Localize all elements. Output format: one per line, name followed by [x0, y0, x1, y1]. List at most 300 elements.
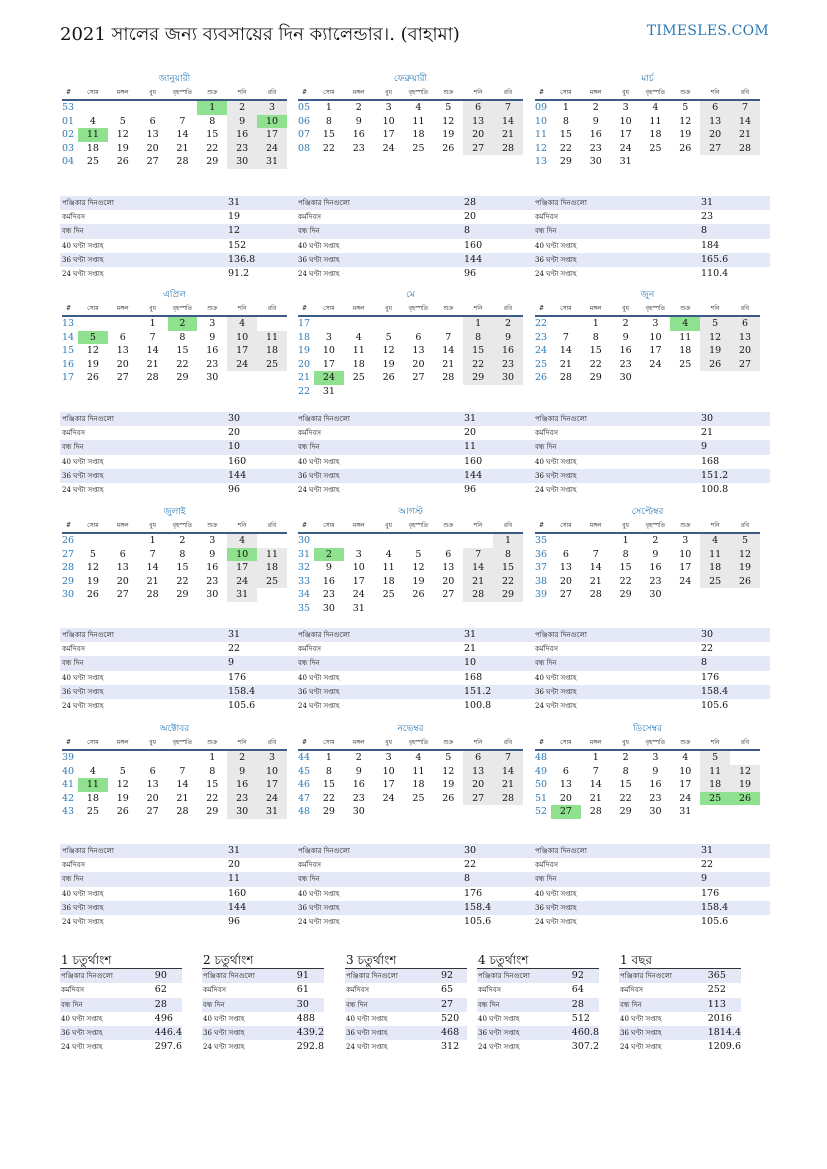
month-name[interactable]: এপ্রিল: [163, 290, 186, 300]
day-cell[interactable]: 4: [89, 765, 96, 777]
day-cell[interactable]: 3: [355, 548, 362, 560]
day-cell[interactable]: 9: [652, 548, 659, 560]
day-cell[interactable]: 25: [352, 372, 365, 383]
day-cell[interactable]: 15: [589, 345, 602, 356]
day-cell[interactable]: 2: [592, 102, 599, 113]
day-cell[interactable]: 16: [619, 345, 632, 356]
day-cell[interactable]: 13: [559, 779, 572, 790]
day-cell[interactable]: 21: [176, 142, 189, 154]
day-cell[interactable]: 7: [149, 331, 156, 343]
day-cell[interactable]: 20: [559, 792, 572, 804]
day-cell[interactable]: 18: [352, 358, 365, 370]
day-cell[interactable]: 7: [730, 100, 760, 115]
day-cell[interactable]: 20: [412, 358, 425, 370]
day-cell[interactable]: 4: [700, 533, 730, 548]
day-cell[interactable]: 15: [493, 561, 523, 575]
day-cell[interactable]: 9: [622, 331, 629, 343]
day-cell[interactable]: 8: [179, 331, 186, 343]
day-cell[interactable]: 12: [730, 765, 760, 779]
day-cell[interactable]: 12: [116, 779, 129, 790]
day-cell[interactable]: 17: [382, 779, 395, 790]
day-cell[interactable]: 26: [86, 589, 99, 600]
day-cell[interactable]: 25: [700, 575, 730, 589]
day-cell[interactable]: 10: [679, 765, 692, 777]
day-cell[interactable]: 5: [700, 750, 730, 765]
day-cell[interactable]: 8: [622, 765, 629, 777]
day-cell[interactable]: 18: [412, 129, 425, 140]
day-cell[interactable]: 16: [227, 778, 257, 792]
day-cell[interactable]: 31: [227, 588, 257, 602]
day-cell[interactable]: 19: [700, 344, 730, 358]
day-cell[interactable]: 17: [227, 344, 257, 358]
day-cell[interactable]: 20: [700, 128, 730, 142]
day-cell[interactable]: 5: [415, 548, 422, 560]
day-cell[interactable]: 12: [700, 331, 730, 345]
day-cell[interactable]: 5: [445, 102, 452, 113]
day-cell[interactable]: 9: [355, 115, 362, 127]
day-cell[interactable]: 26: [442, 142, 455, 154]
day-cell[interactable]: 28: [730, 142, 760, 156]
day-cell[interactable]: 9: [209, 331, 216, 343]
day-cell[interactable]: 3: [385, 752, 392, 763]
day-cell[interactable]: 27: [146, 806, 159, 817]
day-cell[interactable]: 3: [682, 535, 689, 546]
day-cell[interactable]: 4: [415, 102, 422, 113]
day-cell[interactable]: 11: [382, 562, 395, 573]
day-cell[interactable]: 19: [382, 358, 395, 370]
day-cell[interactable]: 27: [463, 142, 493, 156]
day-cell[interactable]: 12: [412, 562, 425, 573]
day-cell[interactable]: 30: [352, 806, 365, 817]
day-cell[interactable]: 6: [730, 316, 760, 331]
month-name[interactable]: ডিসেম্বর: [632, 724, 662, 734]
day-cell[interactable]: 14: [730, 115, 760, 129]
day-cell[interactable]: 19: [442, 129, 455, 140]
day-cell[interactable]: 7: [592, 548, 599, 560]
day-cell[interactable]: 5: [78, 331, 108, 345]
day-cell[interactable]: 8: [463, 331, 493, 345]
day-cell[interactable]: 8: [562, 115, 569, 127]
day-cell[interactable]: 8: [325, 115, 332, 127]
day-cell[interactable]: 29: [619, 589, 632, 600]
day-cell[interactable]: 15: [559, 129, 572, 140]
month-name[interactable]: নভেম্বর: [397, 724, 424, 734]
day-cell[interactable]: 1: [622, 535, 629, 546]
day-cell[interactable]: 11: [257, 548, 287, 562]
day-cell[interactable]: 16: [352, 779, 365, 790]
day-cell[interactable]: 3: [257, 750, 287, 765]
day-cell[interactable]: 5: [119, 115, 126, 127]
day-cell[interactable]: 25: [86, 806, 99, 817]
day-cell[interactable]: 24: [314, 371, 344, 385]
day-cell[interactable]: 2: [355, 102, 362, 113]
month-name[interactable]: অক্টোবর: [159, 724, 190, 734]
day-cell[interactable]: 14: [589, 779, 602, 790]
day-cell[interactable]: 9: [652, 765, 659, 777]
day-cell[interactable]: 13: [463, 765, 493, 779]
day-cell[interactable]: 24: [352, 589, 365, 600]
day-cell[interactable]: 10: [382, 765, 395, 777]
day-cell[interactable]: 28: [589, 589, 602, 600]
day-cell[interactable]: 9: [325, 562, 332, 573]
day-cell[interactable]: 26: [382, 372, 395, 383]
day-cell[interactable]: 11: [649, 115, 662, 127]
day-cell[interactable]: 4: [355, 331, 362, 343]
day-cell[interactable]: 24: [649, 358, 662, 370]
day-cell[interactable]: 17: [619, 129, 632, 140]
day-cell[interactable]: 9: [227, 765, 257, 779]
day-cell[interactable]: 24: [382, 142, 395, 154]
month-name[interactable]: আগস্ট: [398, 507, 423, 517]
day-cell[interactable]: 20: [116, 575, 129, 587]
day-cell[interactable]: 25: [86, 156, 99, 167]
day-cell[interactable]: 7: [562, 331, 569, 343]
day-cell[interactable]: 5: [445, 752, 452, 763]
day-cell[interactable]: 28: [146, 372, 159, 383]
day-cell[interactable]: 5: [700, 316, 730, 331]
day-cell[interactable]: 27: [146, 156, 159, 167]
day-cell[interactable]: 20: [146, 142, 159, 154]
day-cell[interactable]: 24: [227, 575, 257, 589]
day-cell[interactable]: 17: [257, 128, 287, 142]
day-cell[interactable]: 6: [149, 115, 156, 127]
day-cell[interactable]: 19: [442, 779, 455, 790]
day-cell[interactable]: 13: [463, 115, 493, 129]
month-name[interactable]: মে: [406, 290, 415, 300]
day-cell[interactable]: 11: [412, 115, 425, 127]
day-cell[interactable]: 10: [227, 331, 257, 345]
day-cell[interactable]: 5: [682, 102, 689, 113]
day-cell[interactable]: 31: [322, 385, 335, 397]
day-cell[interactable]: 29: [589, 372, 602, 383]
day-cell[interactable]: 19: [679, 129, 692, 140]
day-cell[interactable]: 20: [559, 575, 572, 587]
day-cell[interactable]: 29: [206, 156, 219, 167]
day-cell[interactable]: 28: [463, 588, 493, 602]
day-cell[interactable]: 14: [493, 115, 523, 129]
day-cell[interactable]: 5: [385, 331, 392, 343]
day-cell[interactable]: 12: [442, 765, 455, 777]
day-cell[interactable]: 20: [463, 778, 493, 792]
day-cell[interactable]: 24: [382, 792, 395, 804]
day-cell[interactable]: 22: [463, 358, 493, 372]
day-cell[interactable]: 30: [649, 806, 662, 817]
day-cell[interactable]: 10: [382, 115, 395, 127]
day-cell[interactable]: 25: [700, 792, 730, 806]
day-cell[interactable]: 22: [322, 792, 335, 804]
day-cell[interactable]: 10: [257, 115, 287, 129]
day-cell[interactable]: 21: [442, 358, 455, 370]
day-cell[interactable]: 23: [227, 792, 257, 806]
day-cell[interactable]: 26: [730, 792, 760, 806]
day-cell[interactable]: 6: [562, 765, 569, 777]
day-cell[interactable]: 3: [257, 100, 287, 115]
day-cell[interactable]: 11: [412, 765, 425, 777]
day-cell[interactable]: 1: [325, 102, 332, 113]
day-cell[interactable]: 19: [116, 792, 129, 804]
day-cell[interactable]: 22: [206, 792, 219, 804]
day-cell[interactable]: 12: [382, 345, 395, 356]
day-cell[interactable]: 16: [227, 128, 257, 142]
day-cell[interactable]: 10: [679, 548, 692, 560]
day-cell[interactable]: 7: [149, 548, 156, 560]
day-cell[interactable]: 20: [146, 792, 159, 804]
day-cell[interactable]: 25: [382, 589, 395, 600]
day-cell[interactable]: 21: [463, 575, 493, 589]
day-cell[interactable]: 3: [652, 752, 659, 763]
day-cell[interactable]: 12: [730, 548, 760, 562]
day-cell[interactable]: 11: [700, 548, 730, 562]
day-cell[interactable]: 10: [619, 115, 632, 127]
day-cell[interactable]: 29: [322, 806, 335, 817]
day-cell[interactable]: 8: [592, 331, 599, 343]
month-name[interactable]: জুন: [640, 290, 655, 300]
day-cell[interactable]: 2: [493, 316, 523, 331]
day-cell[interactable]: 9: [209, 548, 216, 560]
day-cell[interactable]: 9: [493, 331, 523, 345]
day-cell[interactable]: 4: [415, 752, 422, 763]
day-cell[interactable]: 18: [257, 344, 287, 358]
day-cell[interactable]: 25: [412, 792, 425, 804]
day-cell[interactable]: 28: [176, 806, 189, 817]
day-cell[interactable]: 27: [559, 589, 572, 600]
day-cell[interactable]: 26: [116, 806, 129, 817]
day-cell[interactable]: 22: [619, 792, 632, 804]
day-cell[interactable]: 30: [227, 155, 257, 169]
day-cell[interactable]: 7: [179, 115, 186, 127]
day-cell[interactable]: 30: [589, 156, 602, 167]
day-cell[interactable]: 28: [146, 589, 159, 600]
day-cell[interactable]: 27: [700, 142, 730, 156]
day-cell[interactable]: 2: [622, 318, 629, 329]
day-cell[interactable]: 23: [589, 142, 602, 154]
day-cell[interactable]: 13: [146, 779, 159, 790]
day-cell[interactable]: 16: [206, 562, 219, 573]
day-cell[interactable]: 14: [589, 562, 602, 573]
day-cell[interactable]: 27: [116, 589, 129, 600]
day-cell[interactable]: 14: [559, 345, 572, 356]
brand-logo[interactable]: TIMESLES.COM: [646, 23, 769, 39]
day-cell[interactable]: 29: [176, 589, 189, 600]
day-cell[interactable]: 6: [119, 331, 126, 343]
day-cell[interactable]: 25: [679, 358, 692, 370]
day-cell[interactable]: 10: [227, 548, 257, 562]
day-cell[interactable]: 19: [730, 778, 760, 792]
day-cell[interactable]: 17: [382, 129, 395, 140]
day-cell[interactable]: 6: [149, 765, 156, 777]
day-cell[interactable]: 16: [352, 129, 365, 140]
day-cell[interactable]: 17: [322, 358, 335, 370]
day-cell[interactable]: 15: [206, 129, 219, 140]
day-cell[interactable]: 27: [463, 792, 493, 806]
day-cell[interactable]: 14: [493, 765, 523, 779]
day-cell[interactable]: 24: [679, 792, 692, 804]
day-cell[interactable]: 20: [730, 344, 760, 358]
day-cell[interactable]: 24: [227, 358, 257, 372]
day-cell[interactable]: 15: [176, 562, 189, 573]
day-cell[interactable]: 28: [559, 372, 572, 383]
day-cell[interactable]: 18: [257, 561, 287, 575]
day-cell[interactable]: 3: [622, 102, 629, 113]
day-cell[interactable]: 6: [700, 100, 730, 115]
day-cell[interactable]: 22: [559, 142, 572, 154]
day-cell[interactable]: 8: [325, 765, 332, 777]
day-cell[interactable]: 27: [551, 805, 581, 819]
day-cell[interactable]: 23: [227, 142, 257, 156]
day-cell[interactable]: 30: [493, 371, 523, 385]
day-cell[interactable]: 17: [649, 345, 662, 356]
day-cell[interactable]: 17: [679, 779, 692, 790]
day-cell[interactable]: 20: [463, 128, 493, 142]
day-cell[interactable]: 11: [352, 345, 365, 356]
day-cell[interactable]: 23: [493, 358, 523, 372]
day-cell[interactable]: 2: [168, 316, 198, 331]
day-cell[interactable]: 1: [592, 752, 599, 763]
day-cell[interactable]: 11: [78, 778, 108, 792]
day-cell[interactable]: 28: [493, 142, 523, 156]
day-cell[interactable]: 8: [209, 115, 216, 127]
day-cell[interactable]: 24: [257, 792, 287, 806]
day-cell[interactable]: 24: [619, 142, 632, 154]
day-cell[interactable]: 23: [206, 358, 219, 370]
day-cell[interactable]: 6: [119, 548, 126, 560]
day-cell[interactable]: 22: [322, 142, 335, 154]
day-cell[interactable]: 23: [352, 142, 365, 154]
day-cell[interactable]: 16: [649, 779, 662, 790]
day-cell[interactable]: 16: [322, 575, 335, 587]
day-cell[interactable]: 12: [116, 129, 129, 140]
day-cell[interactable]: 7: [592, 765, 599, 777]
day-cell[interactable]: 31: [619, 156, 632, 167]
day-cell[interactable]: 13: [559, 562, 572, 573]
day-cell[interactable]: 30: [227, 805, 257, 819]
day-cell[interactable]: 18: [700, 778, 730, 792]
day-cell[interactable]: 19: [730, 561, 760, 575]
day-cell[interactable]: 1: [592, 318, 599, 329]
day-cell[interactable]: 16: [589, 129, 602, 140]
day-cell[interactable]: 10: [257, 765, 287, 779]
day-cell[interactable]: 12: [442, 115, 455, 127]
day-cell[interactable]: 12: [86, 562, 99, 573]
day-cell[interactable]: 1: [325, 752, 332, 763]
day-cell[interactable]: 15: [322, 129, 335, 140]
day-cell[interactable]: 21: [730, 128, 760, 142]
day-cell[interactable]: 21: [493, 778, 523, 792]
day-cell[interactable]: 15: [322, 779, 335, 790]
day-cell[interactable]: 29: [559, 156, 572, 167]
day-cell[interactable]: 14: [146, 345, 159, 356]
day-cell[interactable]: 27: [442, 589, 455, 600]
day-cell[interactable]: 1: [149, 535, 156, 546]
day-cell[interactable]: 6: [415, 331, 422, 343]
day-cell[interactable]: 2: [622, 752, 629, 763]
month-name[interactable]: জুলাই: [163, 507, 186, 517]
day-cell[interactable]: 24: [257, 142, 287, 156]
day-cell[interactable]: 13: [730, 331, 760, 345]
day-cell[interactable]: 7: [179, 765, 186, 777]
day-cell[interactable]: 9: [355, 765, 362, 777]
day-cell[interactable]: 6: [463, 100, 493, 115]
day-cell[interactable]: 2: [227, 750, 257, 765]
day-cell[interactable]: 8: [209, 765, 216, 777]
day-cell[interactable]: 10: [322, 345, 335, 356]
day-cell[interactable]: 5: [89, 548, 96, 560]
day-cell[interactable]: 5: [730, 533, 760, 548]
day-cell[interactable]: 16: [649, 562, 662, 573]
day-cell[interactable]: 21: [493, 128, 523, 142]
day-cell[interactable]: 28: [442, 372, 455, 383]
day-cell[interactable]: 29: [206, 806, 219, 817]
day-cell[interactable]: 28: [176, 156, 189, 167]
day-cell[interactable]: 7: [445, 331, 452, 343]
day-cell[interactable]: 22: [619, 575, 632, 587]
day-cell[interactable]: 29: [619, 806, 632, 817]
day-cell[interactable]: 14: [146, 562, 159, 573]
day-cell[interactable]: 3: [385, 102, 392, 113]
day-cell[interactable]: 17: [227, 561, 257, 575]
day-cell[interactable]: 10: [352, 562, 365, 573]
day-cell[interactable]: 1: [493, 533, 523, 548]
day-cell[interactable]: 6: [463, 750, 493, 765]
day-cell[interactable]: 26: [86, 372, 99, 383]
day-cell[interactable]: 8: [622, 548, 629, 560]
day-cell[interactable]: 23: [322, 589, 335, 600]
day-cell[interactable]: 22: [589, 358, 602, 370]
day-cell[interactable]: 18: [382, 575, 395, 587]
day-cell[interactable]: 3: [209, 318, 216, 329]
day-cell[interactable]: 21: [146, 358, 159, 370]
day-cell[interactable]: 16: [206, 345, 219, 356]
day-cell[interactable]: 21: [146, 575, 159, 587]
month-name[interactable]: সেপ্টেম্বর: [631, 507, 664, 517]
day-cell[interactable]: 4: [385, 548, 392, 560]
day-cell[interactable]: 26: [412, 589, 425, 600]
day-cell[interactable]: 27: [730, 358, 760, 372]
day-cell[interactable]: 18: [649, 129, 662, 140]
day-cell[interactable]: 18: [700, 561, 730, 575]
day-cell[interactable]: 6: [562, 548, 569, 560]
day-cell[interactable]: 13: [116, 345, 129, 356]
day-cell[interactable]: 24: [679, 575, 692, 587]
day-cell[interactable]: 18: [86, 792, 99, 804]
day-cell[interactable]: 31: [679, 806, 692, 817]
day-cell[interactable]: 26: [442, 792, 455, 804]
day-cell[interactable]: 23: [619, 358, 632, 370]
day-cell[interactable]: 26: [700, 358, 730, 372]
day-cell[interactable]: 21: [589, 575, 602, 587]
day-cell[interactable]: 14: [442, 345, 455, 356]
day-cell[interactable]: 19: [86, 575, 99, 587]
day-cell[interactable]: 20: [116, 358, 129, 370]
day-cell[interactable]: 2: [652, 535, 659, 546]
day-cell[interactable]: 28: [493, 792, 523, 806]
day-cell[interactable]: 30: [322, 602, 335, 614]
day-cell[interactable]: 4: [227, 533, 257, 548]
day-cell[interactable]: 9: [227, 115, 257, 129]
day-cell[interactable]: 5: [119, 765, 126, 777]
day-cell[interactable]: 7: [493, 100, 523, 115]
day-cell[interactable]: 8: [493, 548, 523, 562]
day-cell[interactable]: 31: [257, 155, 287, 169]
day-cell[interactable]: 13: [700, 115, 730, 129]
day-cell[interactable]: 16: [493, 344, 523, 358]
day-cell[interactable]: 30: [619, 372, 632, 383]
day-cell[interactable]: 30: [649, 589, 662, 600]
month-name[interactable]: মার্চ: [641, 74, 654, 84]
day-cell[interactable]: 19: [116, 142, 129, 154]
day-cell[interactable]: 2: [314, 548, 344, 562]
day-cell[interactable]: 22: [176, 575, 189, 587]
